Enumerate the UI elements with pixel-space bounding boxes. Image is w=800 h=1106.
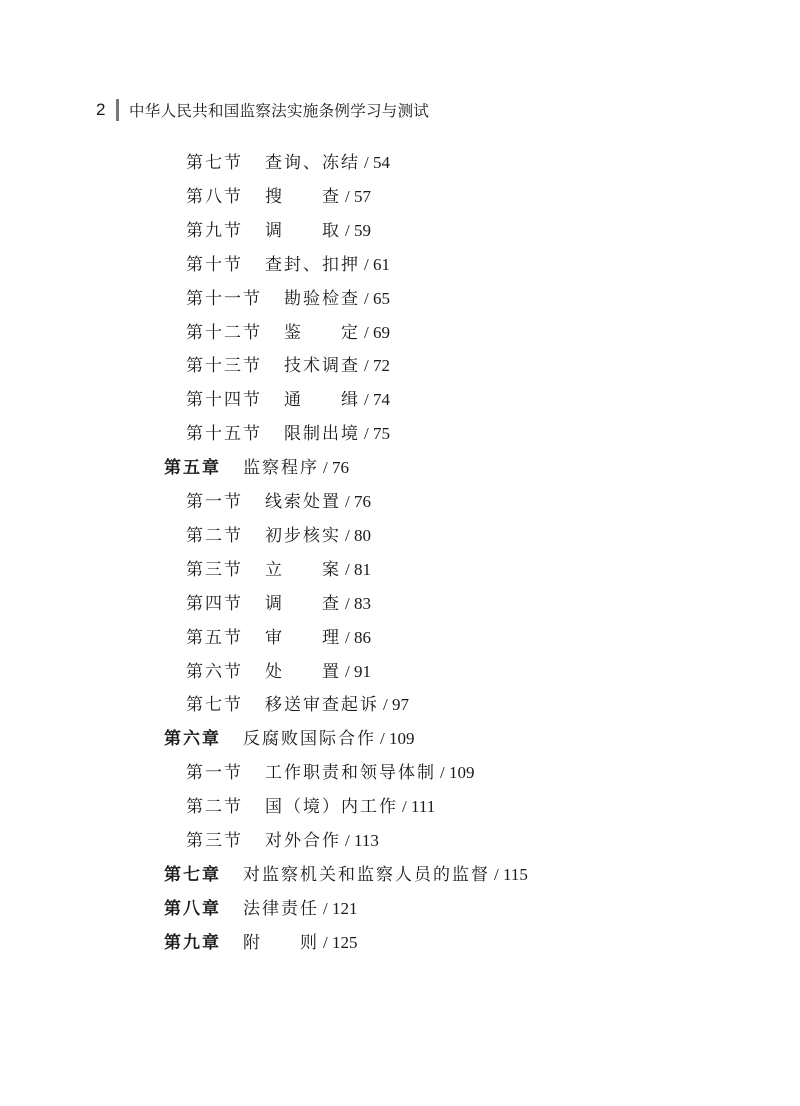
toc-entry-page: / 76: [345, 492, 371, 511]
toc-entry-page: / 57: [345, 186, 371, 206]
toc-entry-page: / 86: [345, 627, 371, 647]
toc-entry-page: / 83: [345, 593, 371, 613]
toc-section-entry: [186, 826, 379, 856]
toc-entry-page: / 111: [402, 797, 436, 817]
toc-entry-page: / 97: [383, 695, 409, 715]
toc-entry-page: / 125: [323, 932, 358, 952]
toc-section-entry: [186, 758, 474, 788]
toc-entry-title: 初步核实: [265, 525, 341, 546]
toc-section-entry: [186, 623, 371, 653]
toc-entry-page: / 80: [345, 525, 371, 545]
toc-entry-number: 第十节: [186, 254, 243, 275]
toc-entry-title: 线索处置: [265, 492, 341, 512]
toc-section-entry: [186, 419, 390, 449]
toc-chapter-entry: [164, 928, 357, 958]
toc-entry-number: 第六节: [186, 661, 243, 682]
running-header: [96, 96, 429, 124]
toc-entry-page: / 74: [364, 390, 390, 410]
toc-entry-page: / 76: [323, 458, 349, 478]
toc-entry-page: / 54: [364, 153, 390, 172]
toc-entry-number: 第十三节: [186, 356, 262, 377]
toc-entry-number: 第十四节: [186, 390, 262, 411]
toc-section-entry: [186, 589, 371, 619]
toc-entry-page: / 65: [364, 288, 390, 308]
toc-entry-page: / 69: [364, 322, 390, 342]
toc-entry-page: / 109: [440, 763, 475, 783]
toc-entry-number: 第八章: [164, 898, 221, 919]
toc-entry-title: 搜 查: [265, 186, 341, 207]
toc-entry-title: 鉴 定: [284, 322, 360, 343]
toc-entry-title: 限制出境: [284, 424, 360, 445]
toc-entry-title: 调 取: [265, 220, 341, 241]
toc-chapter-entry: [164, 724, 414, 754]
toc-section-entry: [186, 250, 390, 280]
toc-section-entry: [186, 182, 371, 212]
toc-section-entry: [186, 690, 409, 720]
toc-entry-title: 处 置: [265, 661, 341, 682]
toc-section-entry: [186, 487, 371, 517]
toc-entry-title: 审 理: [265, 627, 341, 648]
toc-entry-number: 第八节: [186, 186, 243, 207]
toc-entry-number: 第一节: [186, 763, 243, 784]
toc-entry-number: 第十二节: [186, 322, 262, 343]
toc-section-entry: [186, 318, 390, 348]
toc-entry-title: 反腐败国际合作: [243, 729, 376, 750]
toc-entry-page: / 61: [364, 254, 390, 274]
toc-entry-number: 第十一节: [186, 288, 262, 309]
toc-entry-number: 第七节: [186, 695, 243, 716]
toc-entry-title: 工作职责和领导体制: [265, 763, 436, 784]
toc-entry-title: 查封、扣押: [265, 254, 360, 275]
toc-section-entry: [186, 555, 371, 585]
toc-section-entry: [186, 284, 390, 314]
toc-entry-title: 对外合作: [265, 831, 341, 851]
toc-entry-page: / 75: [364, 424, 390, 444]
toc-entry-number: 第六章: [164, 729, 221, 750]
toc-section-entry: [186, 792, 435, 822]
toc-section-entry: [186, 521, 371, 551]
toc-entry-title: 监察程序: [243, 458, 319, 479]
toc-entry-number: 第三节: [186, 831, 243, 851]
toc-entry-number: 第九节: [186, 220, 243, 241]
toc-section-entry: [186, 351, 390, 381]
toc-entry-title: 技术调查: [284, 356, 360, 377]
toc-entry-number: 第二节: [186, 525, 243, 546]
toc-entry-number: 第九章: [164, 932, 221, 953]
toc-entry-title: 对监察机关和监察人员的监督: [243, 864, 490, 885]
toc-entry-page: / 81: [345, 559, 371, 579]
toc-entry-title: 立 案: [265, 559, 341, 580]
toc-chapter-entry: [164, 453, 349, 483]
toc-entry-page: / 59: [345, 220, 371, 240]
toc-entry-page: / 91: [345, 661, 371, 681]
page-number: 2: [96, 100, 106, 119]
toc-entry-number: 第七节: [186, 153, 243, 173]
toc-entry-page: / 121: [323, 898, 358, 918]
toc-entry-title: 移送审查起诉: [265, 695, 379, 716]
toc-entry-page: / 109: [380, 729, 415, 749]
toc-entry-number: 第三节: [186, 559, 243, 580]
toc-entry-number: 第五章: [164, 458, 221, 479]
toc-entry-title: 附 则: [243, 932, 319, 953]
toc-entry-page: / 115: [494, 864, 528, 884]
toc-entry-number: 第十五节: [186, 424, 262, 445]
header-divider: [116, 99, 119, 121]
toc-entry-number: 第五节: [186, 627, 243, 648]
toc-section-entry: [186, 148, 390, 178]
toc-entry-number: 第四节: [186, 593, 243, 614]
toc-section-entry: [186, 216, 371, 246]
toc-chapter-entry: [164, 860, 528, 890]
toc-entry-number: 第二节: [186, 797, 243, 818]
toc-entry-title: 调 查: [265, 593, 341, 614]
toc-chapter-entry: [164, 894, 357, 924]
book-title: 中华人民共和国监察法实施条例学习与测试: [129, 102, 430, 120]
toc-entry-title: 勘验检查: [284, 288, 360, 309]
toc-entry-title: 国（境）内工作: [265, 797, 398, 818]
toc-entry-number: 第七章: [164, 864, 221, 885]
toc-section-entry: [186, 385, 390, 415]
toc-entry-title: 法律责任: [243, 898, 319, 919]
toc-entry-number: 第一节: [186, 492, 243, 512]
toc-section-entry: [186, 657, 371, 687]
toc-entry-page: / 72: [364, 356, 390, 376]
toc-entry-page: / 113: [345, 831, 379, 850]
toc-entry-title: 查询、冻结: [265, 153, 360, 173]
toc-entry-title: 通 缉: [284, 390, 360, 411]
